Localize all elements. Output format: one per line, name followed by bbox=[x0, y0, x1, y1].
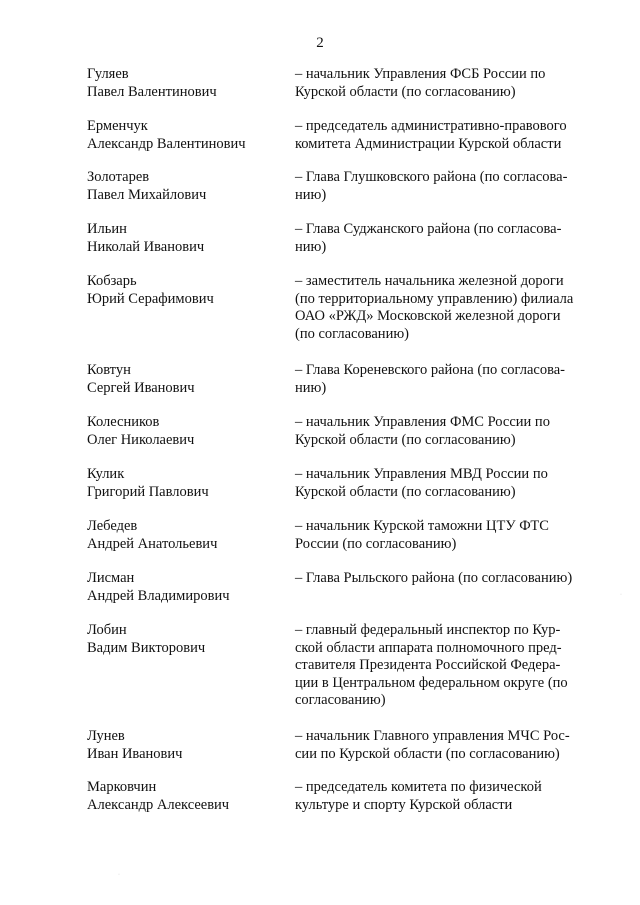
member-surname: Колесников bbox=[87, 414, 160, 430]
member-role: – председатель комитета по физической культуре и спорту Курской области bbox=[295, 779, 542, 813]
member-name bbox=[87, 570, 295, 622]
list-item bbox=[87, 169, 592, 221]
member-given-names: Павел Михайлович bbox=[87, 186, 207, 203]
member-surname: Ковтун bbox=[87, 362, 131, 378]
list-item bbox=[87, 118, 592, 169]
member-surname: Гуляев bbox=[87, 66, 129, 82]
member-role: – начальник Главного управления МЧС Рос- сии по Курской области (по согласованию) bbox=[295, 728, 570, 762]
member-role: – Глава Кореневского района (по согласова- нию) bbox=[295, 362, 566, 396]
member-role: – председатель административно-правового комитета Администрации Курской области bbox=[295, 118, 567, 152]
list-item bbox=[87, 779, 592, 819]
member-role: – Глава Суджанского района (по согласова- нию) bbox=[295, 221, 562, 255]
list-item bbox=[87, 66, 592, 118]
member-surname: Кулик bbox=[87, 466, 125, 482]
member-surname: Лобин bbox=[87, 622, 127, 638]
member-given-names: Александр Валентинович bbox=[87, 135, 246, 152]
member-name bbox=[87, 779, 295, 819]
member-given-names: Вадим Викторович bbox=[87, 639, 206, 656]
member-name bbox=[87, 414, 295, 466]
list-item bbox=[87, 518, 592, 570]
member-surname: Лунев bbox=[87, 728, 125, 744]
member-given-names: Александр Алексеевич bbox=[87, 796, 230, 813]
member-role: – начальник Управления МВД России по Курской области (по согласованию) bbox=[295, 466, 548, 500]
list-item bbox=[87, 414, 592, 466]
list-item bbox=[87, 221, 592, 273]
member-name bbox=[87, 518, 295, 570]
member-name bbox=[87, 622, 295, 728]
member-list bbox=[87, 66, 592, 819]
member-surname: Лисман bbox=[87, 570, 135, 586]
member-name bbox=[87, 66, 295, 118]
list-item bbox=[87, 622, 592, 728]
member-role: – главный федеральный инспектор по Кур- ской области аппарата полномочного пред- ставителя Президента Российской Федера- ции в Центральном федеральном округе (по согласованию) bbox=[295, 622, 568, 708]
member-given-names: Юрий Серафимович bbox=[87, 290, 214, 307]
member-role: – Глава Глушковского района (по согласова- нию) bbox=[295, 169, 568, 203]
member-role: – Глава Рыльского района (по согласованию) bbox=[295, 570, 573, 586]
member-name bbox=[87, 221, 295, 273]
member-role: – начальник Управления ФСБ России по Курской области (по согласованию) bbox=[295, 66, 546, 100]
list-item bbox=[87, 466, 592, 518]
list-item bbox=[87, 273, 592, 362]
page-number: 2 bbox=[316, 35, 324, 51]
list-item bbox=[87, 570, 592, 622]
member-surname: Кобзарь bbox=[87, 273, 137, 289]
member-role: – заместитель начальника железной дороги (по территориальному управлению) филиала ОАО «РЖД» Московской железной дороги (по согласованию) bbox=[295, 273, 574, 342]
member-name bbox=[87, 728, 295, 779]
member-name bbox=[87, 273, 295, 362]
member-name bbox=[87, 362, 295, 414]
list-item bbox=[87, 362, 592, 414]
member-surname: Лебедев bbox=[87, 518, 138, 534]
member-given-names: Иван Иванович bbox=[87, 745, 183, 762]
member-given-names: Павел Валентинович bbox=[87, 83, 217, 100]
member-role: – начальник Курской таможни ЦТУ ФТС России (по согласованию) bbox=[295, 518, 549, 552]
member-given-names: Андрей Владимирович bbox=[87, 587, 230, 604]
member-surname: Золотарев bbox=[87, 169, 150, 185]
scan-speck: · bbox=[118, 872, 120, 878]
member-given-names: Андрей Анатольевич bbox=[87, 535, 218, 552]
member-name bbox=[87, 118, 295, 169]
member-surname: Марковчин bbox=[87, 779, 157, 795]
member-surname: Ерменчук bbox=[87, 118, 148, 134]
member-given-names: Сергей Иванович bbox=[87, 379, 195, 396]
member-name bbox=[87, 466, 295, 518]
member-given-names: Николай Иванович bbox=[87, 238, 205, 255]
member-given-names: Олег Николаевич bbox=[87, 431, 195, 448]
list-item bbox=[87, 728, 592, 779]
member-surname: Ильин bbox=[87, 221, 127, 237]
member-role: – начальник Управления ФМС России по Курской области (по согласованию) bbox=[295, 414, 550, 448]
member-given-names: Григорий Павлович bbox=[87, 483, 209, 500]
member-name bbox=[87, 169, 295, 221]
scan-speck: · bbox=[620, 592, 622, 598]
